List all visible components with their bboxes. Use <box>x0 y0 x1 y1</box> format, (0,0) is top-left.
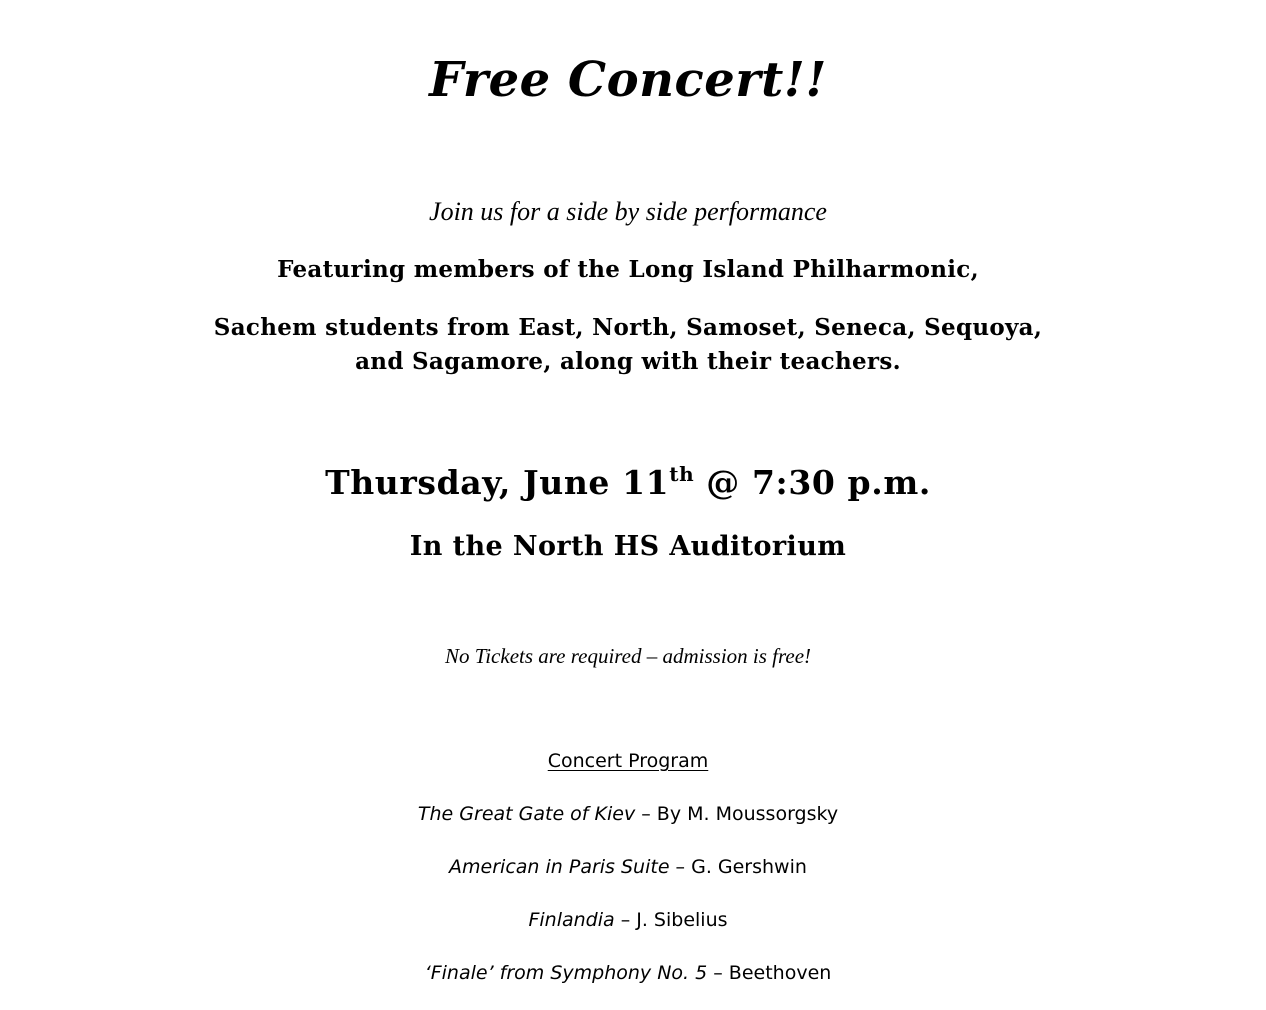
students-line-1: Sachem students from East, North, Samoset, Seneca, Sequoya, <box>213 314 1043 341</box>
program-work-title: Finlandia <box>528 909 615 931</box>
event-date-ordinal: th <box>669 462 695 486</box>
program-item <box>0 856 1256 878</box>
program-composer: – J. Sibelius <box>614 909 728 931</box>
program-heading: Concert Program <box>547 750 709 772</box>
tickets-note: No Tickets are required – admission is free! <box>444 644 812 668</box>
program-item <box>0 962 1256 984</box>
event-date-day: Thursday, June 11 <box>325 463 670 502</box>
program-item <box>0 803 1256 825</box>
students-line-2: and Sagamore, along with their teachers. <box>355 348 901 375</box>
program-composer: – G. Gershwin <box>669 856 807 878</box>
program-composer: – By M. Moussorgsky <box>635 803 839 825</box>
students-block <box>0 311 1256 379</box>
event-date <box>0 463 1256 502</box>
featuring-line: Featuring members of the Long Island Philharmonic, <box>277 256 979 283</box>
program-work-title: ‘Finale’ from Symphony No. 5 <box>424 962 708 984</box>
intro-line: Join us for a side by side performance <box>429 197 827 226</box>
program-work-title: American in Paris Suite <box>449 856 670 878</box>
program-composer: – Beethoven <box>707 962 832 984</box>
flyer-title: Free Concert!! <box>429 52 827 108</box>
program-work-title: The Great Gate of Kiev <box>417 803 636 825</box>
event-time: @ 7:30 p.m. <box>694 463 931 502</box>
event-venue: In the North HS Auditorium <box>409 531 847 562</box>
program-item <box>0 909 1256 931</box>
